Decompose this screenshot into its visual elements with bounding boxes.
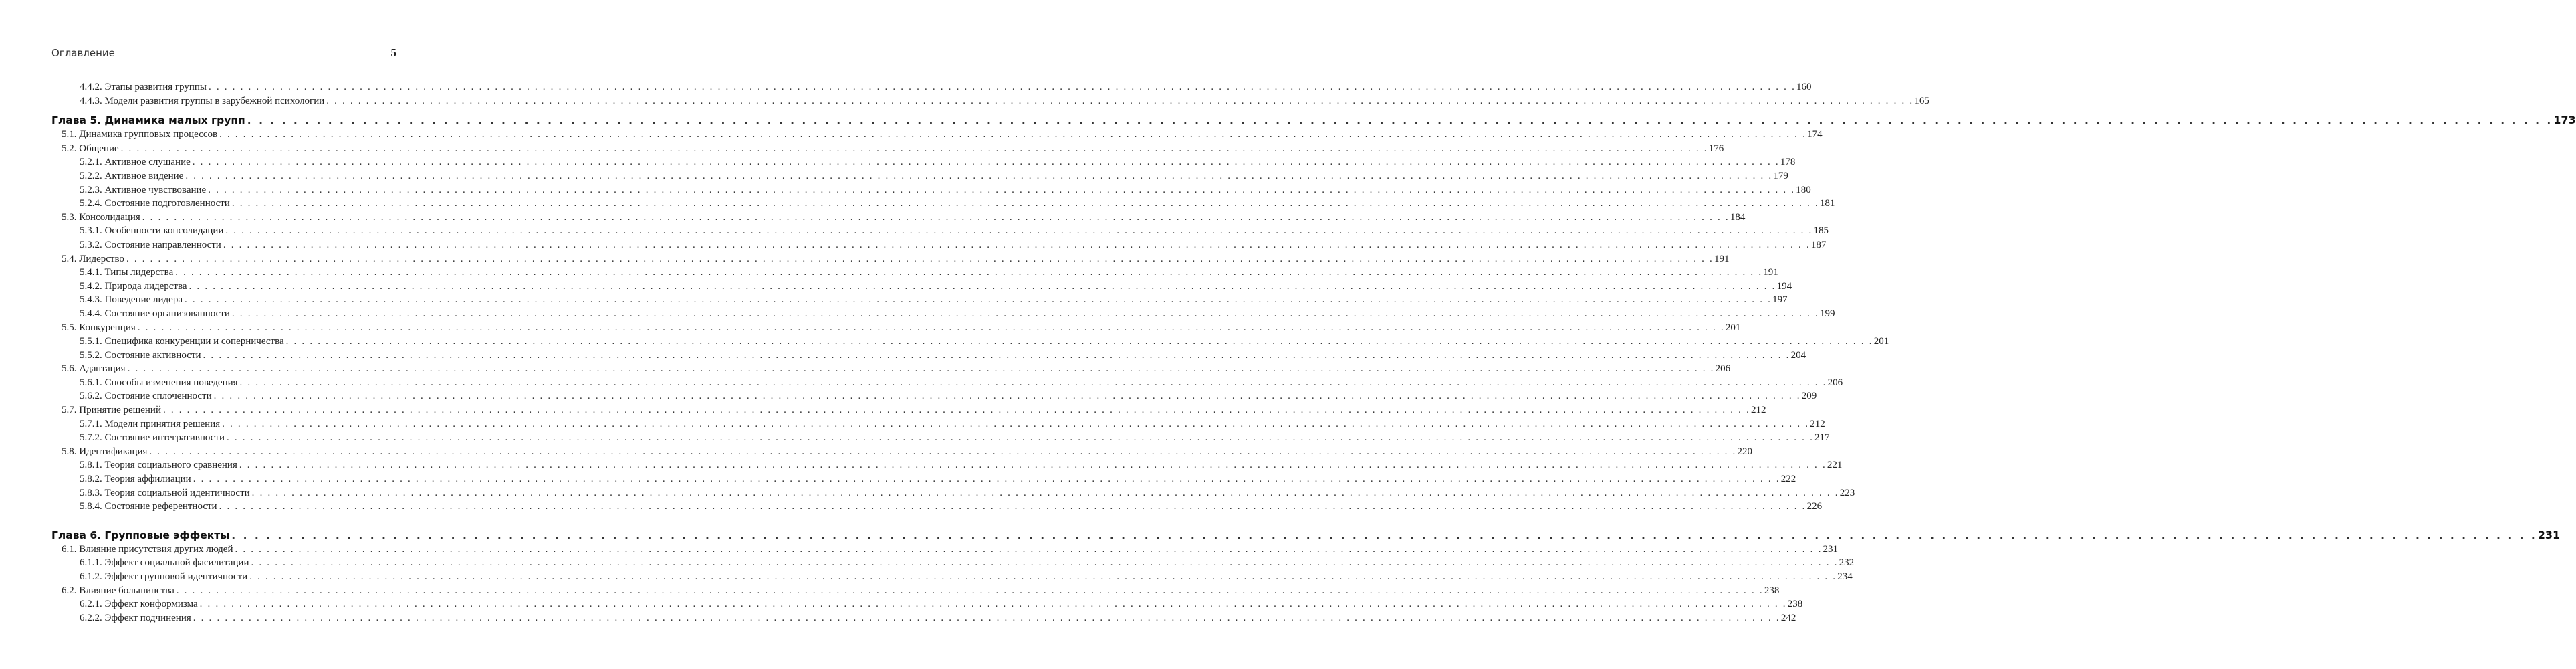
dot-leader: . . . . . . . . . . . . . . . . . . . . . . . . . . . . . . . . . . . . . . . . . . . . . . . . . . . . . . . . . . . . . . . . . . . . . . . . . . . . . . . . . . . . . . . . . . . . . . . . . . . . . . . . . . . . . . . . . . . . . . . . . . . . . . . . . . . . . . . . . . . . . . . . . . . . . . . . . . . . . . . . . . . . . . . . . . . . . . . . . . . . . . . . . . . . . . . . . . . . . . . . xyxy=(219,129,1807,140)
entry-title: 5.6. Адаптация xyxy=(62,363,126,375)
dot-leader: . . . . . . . . . . . . . . . . . . . . . . . . . . . . . . . . . . . . . . . . . . . . . . . . . . . . . . . . . . . . . . . . . . . . . . . . . . . . . . . . . . . . . . . . . . . . . . . . . . . . . . . . . . . . . . . . . . . . . . . . . . . . . . . . . . . . . . . . . . . . . . . . . . . . . . . . . . . . . . . . . . . . . . . . . . . . . . . . . . . . . . . . . . . . . . . . . . . . . . . . xyxy=(235,543,1823,555)
entry-title: 6.1. Влияние присутствия других людей xyxy=(62,543,233,555)
entry-page-number: 191 xyxy=(1714,253,1730,264)
entry-page-number: 174 xyxy=(1807,129,1823,140)
entry-page-number: 222 xyxy=(1780,474,1796,485)
dot-leader: . . . . . . . . . . . . . . . . . . . . . . . . . . . . . . . . . . . . . . . . . . . . . . . . . . . . . . . . . . . . . . . . . . . . . . . . . . . . . . . . . . . . . . . . . . . . . . . . . . . . . . . . . . . . . . . . . . . . . . . . . . . . . . . . . . . . . . . . . . . . . . . . . . . . . . . . . . . . . . . . . . . . . . . . . . . . . . . . . . . . . . . . . . . . . . . . . . . . . . . . xyxy=(222,418,1810,429)
dot-leader: . . . . . . . . . . . . . . . . . . . . . . . . . . . . . . . . . . . . . . . . . . . . . . . . . . . . . . . . . . . . . . . . . . . . . . . . . . . . . . . . . . . . . . . . . . . . . . . . . . . . . . . . . . . . . . . . . . . . . . . . . . . . . . . . . . . . . . . . . . . . . . . . . . . . . . . . . . . . . . . . . . . . . . . . . . . . . . . . . . . . . . . . . . . . . . . . . . . . . . . . xyxy=(175,267,1763,278)
entry-page-number: 180 xyxy=(1796,184,1811,195)
entry-title: 5.1. Динамика групповых процессов xyxy=(62,129,218,140)
dot-leader: . . . . . . . . . . . . . . . . . . . . . . . . . . . . . . . . . . . . . . . . . . . . . . . . . . . . . . . . . . . . . . . . . . . . . . . . . . . . . . . . . . . . . . . . . . . . . . . . . . . . . . . . . . . . . . . . . . . . . . . . . . . . . . . . . . . . . . . . . . . . . . . . . . . . . . . . . . . . . . . . . . . . . . . . . . . . . . . . . . . . . . . . . . . . . . . . . . . . . . . . xyxy=(231,308,1819,319)
toc-entry[interactable] xyxy=(51,155,1796,169)
toc-entry[interactable] xyxy=(51,349,1806,363)
toc-entry[interactable] xyxy=(51,403,1766,417)
entry-title: 5.4.4. Состояние организованности xyxy=(80,308,230,319)
toc-entry[interactable] xyxy=(51,321,1741,335)
toc-entry[interactable] xyxy=(51,556,1855,570)
dot-leader: . . . . . . . . . . . . . . . . . . . . . . . . . . . . . . . . . . . . . . . . . . . . . . . . . . . . . . . . . . . . . . . . . . . . . . . . . . . . . . . . . . . . . . . . . . . . . . . . . . . . . . . . . . . . . . . . . . . . . . . . . . . . . . . . . . . . . . . . . . . . . . . . . . . . . . . . . . . . . . . . . . . . . . . . . . . . . . . . . . . . . . . . . . . . . . . . . . . . . . . . xyxy=(193,474,1780,485)
dot-leader: . . . . . . . . . . . . . . . . . . . . . . . . . . . . . . . . . . . . . . . . . . . . . . . . . . . . . . . . . . . . . . . . . . . . . . . . . . . . . . . . . . . . . . . . . . . . . . . . . . . . . . . . . . . . . . . . . . . . . . . . . . . . . . . . . . . . . . . . . . . . . . . . . . . . . . . . . . . . . . . . . . . . . . . . . . . . . . . . . . . . . . . . . . . . . . . . . . . . . . . . xyxy=(208,184,1796,195)
entry-page-number: 184 xyxy=(1730,211,1746,223)
toc-entry[interactable] xyxy=(51,197,1835,211)
toc-entry[interactable] xyxy=(51,458,1843,472)
toc-entry[interactable] xyxy=(51,597,1803,611)
toc-entry[interactable] xyxy=(51,362,1731,376)
dot-leader: . . . . . . . . . . . . . . . . . . . . . . . . . . . . . . . . . . . . . . . . . . . . . . . . . . . . . . . . . . . . . . . . . . . . . . . . . . . . . . . . . . . . . . . . . . . . . . . . . . . . . . . . . . . . . . . . . . . . . . . . . . . . . . . . . . . . . . . . . . . . . . . . . . . . . . . . . . . . . . . . . . . . . . . . . . . . . . . . . . . . . . . . . . . . . . . . . . . . . . . . xyxy=(149,446,1737,457)
dot-leader: . . . . . . . . . . . . . . . . . . . . . . . . . . . . . . . . . . . . . . . . . . . . . . . . . . . . . . . . . . . . . . . . . . . . . . . . . . . . . . . . . . . . . . . . . . . . . . . . . . . . . . . . . . . . . . . . . . . . . . . . . . . . . . . . . . . . . . . . . . . . . . . . . . . . . . . . . . . . . . . . . . . . . . . . . . . . . . . . . . . . . . . . . . . . . . . . . . . . . . . . xyxy=(219,501,1806,512)
entry-page-number: 226 xyxy=(1806,501,1823,512)
dot-leader: . . . . . . . . . . . . . . . . . . . . . . . . . . . . . . . . . . . . . . . . . . . . . . . . . . . . . . . . . . . . . . . . . . . . . . . . . . . . . . . . . . . . . . . . . . . . . . . . . . . . . . . . . . . . . . . . . . . . . . . . . . . . . . . . . . . . . . . . . . . . . . . . . . . . . . . . . . . . . . . . . . . . . . . . . . . . . . . . . . . . . . . . . . . . . . . . . . . . . . . . xyxy=(231,529,2537,541)
entry-title: 5.4. Лидерство xyxy=(62,253,124,264)
toc-entry[interactable] xyxy=(51,307,1835,321)
entry-page-number: 206 xyxy=(1827,377,1843,388)
entry-title: 5.8.3. Теория социальной идентичности xyxy=(80,487,250,498)
entry-title: Глава 5. Динамика малых групп xyxy=(51,114,245,127)
entry-page-number: 173 xyxy=(2553,114,2576,127)
toc-entry[interactable] xyxy=(51,472,1796,486)
toc-entry[interactable] xyxy=(51,128,1823,142)
entry-page-number: 160 xyxy=(1796,82,1812,92)
entry-page-number: 242 xyxy=(1780,612,1796,624)
dot-leader: . . . . . . . . . . . . . . . . . . . . . . . . . . . . . . . . . . . . . . . . . . . . . . . . . . . . . . . . . . . . . . . . . . . . . . . . . . . . . . . . . . . . . . . . . . . . . . . . . . . . . . . . . . . . . . . . . . . . . . . . . . . . . . . . . . . . . . . . . . . . . . . . . . . . . . . . . . . . . . . . . . . . . . . . . . . . . . . . . . . . . . . . . . . . . . . . . . . . . . . . xyxy=(285,336,1873,347)
entry-page-number: 217 xyxy=(1814,432,1830,444)
entry-page-number: 187 xyxy=(1810,239,1827,250)
toc-chapter-entry[interactable] xyxy=(51,528,2561,543)
entry-title: 5.8. Идентификация xyxy=(62,446,148,457)
entry-page-number: 220 xyxy=(1737,446,1752,457)
entry-page-number: 238 xyxy=(1787,599,1803,610)
toc-entry[interactable] xyxy=(51,94,1929,108)
toc-entry[interactable] xyxy=(51,293,1788,307)
entry-title: 5.7.2. Состояние интегративности xyxy=(80,432,225,444)
entry-title: 5.3.1. Особенности консолидации xyxy=(80,225,224,237)
dot-leader: . . . . . . . . . . . . . . . . . . . . . . . . . . . . . . . . . . . . . . . . . . . . . . . . . . . . . . . . . . . . . . . . . . . . . . . . . . . . . . . . . . . . . . . . . . . . . . . . . . . . . . . . . . . . . . . . . . . . . . . . . . . . . . . . . . . . . . . . . . . . . . . . . . . . . . . . . . . . . . . . . . . . . . . . . . . . . . . . . . . . . . . . . . . . . . . . . . . . . . . . xyxy=(176,585,1764,596)
entry-title: 5.5. Конкуренция xyxy=(62,322,136,333)
dot-leader: . . . . . . . . . . . . . . . . . . . . . . . . . . . . . . . . . . . . . . . . . . . . . . . . . . . . . . . . . . . . . . . . . . . . . . . . . . . . . . . . . . . . . . . . . . . . . . . . . . . . . . . . . . . . . . . . . . . . . . . . . . . . . . . . . . . . . . . . . . . . . . . . . . . . . . . . . . . . . . . . . . . . . . . . . . . . . . . . . . . . . . . . . . . . . . . . . . . . . . . . xyxy=(247,114,2553,127)
entry-title: 5.3.2. Состояние направленности xyxy=(80,239,221,250)
entry-page-number: 238 xyxy=(1764,585,1780,596)
toc-entry[interactable] xyxy=(51,142,1724,156)
entry-title: 5.6.1. Способы изменения поведения xyxy=(80,377,238,388)
dot-leader: . . . . . . . . . . . . . . . . . . . . . . . . . . . . . . . . . . . . . . . . . . . . . . . . . . . . . . . . . . . . . . . . . . . . . . . . . . . . . . . . . . . . . . . . . . . . . . . . . . . . . . . . . . . . . . . . . . . . . . . . . . . . . . . . . . . . . . . . . . . . . . . . . . . . . . . . . . . . . . . . . . . . . . . . . . . . . . . . . . . . . . . . . . . . . . . . . . . . . . . . xyxy=(142,211,1730,223)
entry-title: 6.2.2. Эффект подчинения xyxy=(80,612,191,624)
toc-entry[interactable] xyxy=(51,80,1812,94)
toc-entry[interactable] xyxy=(51,280,1792,294)
entry-title: 5.5.2. Состояние активности xyxy=(80,349,201,361)
toc-entry[interactable] xyxy=(51,445,1752,459)
entry-title: 6.2. Влияние большинства xyxy=(62,585,174,596)
dot-leader: . . . . . . . . . . . . . . . . . . . . . . . . . . . . . . . . . . . . . . . . . . . . . . . . . . . . . . . . . . . . . . . . . . . . . . . . . . . . . . . . . . . . . . . . . . . . . . . . . . . . . . . . . . . . . . . . . . . . . . . . . . . . . . . . . . . . . . . . . . . . . . . . . . . . . . . . . . . . . . . . . . . . . . . . . . . . . . . . . . . . . . . . . . . . . . . . . . . . . . . . xyxy=(203,349,1790,361)
entry-page-number: 232 xyxy=(1839,557,1855,569)
entry-title: Глава 6. Групповые эффекты xyxy=(51,529,230,541)
dot-leader: . . . . . . . . . . . . . . . . . . . . . . . . . . . . . . . . . . . . . . . . . . . . . . . . . . . . . . . . . . . . . . . . . . . . . . . . . . . . . . . . . . . . . . . . . . . . . . . . . . . . . . . . . . . . . . . . . . . . . . . . . . . . . . . . . . . . . . . . . . . . . . . . . . . . . . . . . . . . . . . . . . . . . . . . . . . . . . . . . . . . . . . . . . . . . . . . . . . . . . . . xyxy=(251,487,1839,498)
entry-page-number: 179 xyxy=(1773,170,1788,181)
dot-leader: . . . . . . . . . . . . . . . . . . . . . . . . . . . . . . . . . . . . . . . . . . . . . . . . . . . . . . . . . . . . . . . . . . . . . . . . . . . . . . . . . . . . . . . . . . . . . . . . . . . . . . . . . . . . . . . . . . . . . . . . . . . . . . . . . . . . . . . . . . . . . . . . . . . . . . . . . . . . . . . . . . . . . . . . . . . . . . . . . . . . . . . . . . . . . . . . . . . . . . . . xyxy=(120,142,1708,154)
toc-entry[interactable] xyxy=(51,169,1788,183)
toc-entry[interactable] xyxy=(51,543,1839,557)
dot-leader: . . . . . . . . . . . . . . . . . . . . . . . . . . . . . . . . . . . . . . . . . . . . . . . . . . . . . . . . . . . . . . . . . . . . . . . . . . . . . . . . . . . . . . . . . . . . . . . . . . . . . . . . . . . . . . . . . . . . . . . . . . . . . . . . . . . . . . . . . . . . . . . . . . . . . . . . . . . . . . . . . . . . . . . . . . . . . . . . . . . . . . . . . . . . . . . . . . . . . . . . xyxy=(231,198,1819,209)
dot-leader: . . . . . . . . . . . . . . . . . . . . . . . . . . . . . . . . . . . . . . . . . . . . . . . . . . . . . . . . . . . . . . . . . . . . . . . . . . . . . . . . . . . . . . . . . . . . . . . . . . . . . . . . . . . . . . . . . . . . . . . . . . . . . . . . . . . . . . . . . . . . . . . . . . . . . . . . . . . . . . . . . . . . . . . . . . . . . . . . . . . . . . . . . . . . . . . . . . . . . . . . xyxy=(225,225,1813,237)
dot-leader: . . . . . . . . . . . . . . . . . . . . . . . . . . . . . . . . . . . . . . . . . . . . . . . . . . . . . . . . . . . . . . . . . . . . . . . . . . . . . . . . . . . . . . . . . . . . . . . . . . . . . . . . . . . . . . . . . . . . . . . . . . . . . . . . . . . . . . . . . . . . . . . . . . . . . . . . . . . . . . . . . . . . . . . . . . . . . . . . . . . . . . . . . . . . . . . . . . . . . . . . xyxy=(162,405,1751,416)
entry-title: 5.2.1. Активное слушание xyxy=(80,157,191,168)
entry-title: 5.7. Принятие решений xyxy=(62,405,161,416)
toc-entry[interactable] xyxy=(51,486,1855,500)
dot-leader: . . . . . . . . . . . . . . . . . . . . . . . . . . . . . . . . . . . . . . . . . . . . . . . . . . . . . . . . . . . . . . . . . . . . . . . . . . . . . . . . . . . . . . . . . . . . . . . . . . . . . . . . . . . . . . . . . . . . . . . . . . . . . . . . . . . . . . . . . . . . . . . . . . . . . . . . . . . . . . . . . . . . . . . . . . . . . . . . . . . . . . . . . . . . . . . . . . . . . . . . xyxy=(137,322,1725,333)
entry-page-number: 194 xyxy=(1776,280,1792,292)
dot-leader: . . . . . . . . . . . . . . . . . . . . . . . . . . . . . . . . . . . . . . . . . . . . . . . . . . . . . . . . . . . . . . . . . . . . . . . . . . . . . . . . . . . . . . . . . . . . . . . . . . . . . . . . . . . . . . . . . . . . . . . . . . . . . . . . . . . . . . . . . . . . . . . . . . . . . . . . . . . . . . . . . . . . . . . . . . . . . . . . . . . . . . . . . . . . . . . . . . . . . . . . xyxy=(193,612,1780,624)
entry-title: 5.2.2. Активное видение xyxy=(80,170,184,181)
toc-entry[interactable] xyxy=(51,238,1827,252)
entry-title: 4.4.3. Модели развития группы в зарубежной психологии xyxy=(80,95,325,106)
entry-title: 5.3. Консолидация xyxy=(62,211,140,223)
dot-leader: . . . . . . . . . . . . . . . . . . . . . . . . . . . . . . . . . . . . . . . . . . . . . . . . . . . . . . . . . . . . . . . . . . . . . . . . . . . . . . . . . . . . . . . . . . . . . . . . . . . . . . . . . . . . . . . . . . . . . . . . . . . . . . . . . . . . . . . . . . . . . . . . . . . . . . . . . . . . . . . . . . . . . . . . . . . . . . . . . . . . . . . . . . . . . . . . . . . . . . . . xyxy=(192,157,1780,168)
entry-title: 5.2.3. Активное чувствование xyxy=(80,184,207,195)
dot-leader: . . . . . . . . . . . . . . . . . . . . . . . . . . . . . . . . . . . . . . . . . . . . . . . . . . . . . . . . . . . . . . . . . . . . . . . . . . . . . . . . . . . . . . . . . . . . . . . . . . . . . . . . . . . . . . . . . . . . . . . . . . . . . . . . . . . . . . . . . . . . . . . . . . . . . . . . . . . . . . . . . . . . . . . . . . . . . . . . . . . . . . . . . . . . . . . . . . . . . . . . xyxy=(326,95,1914,106)
entry-page-number: 185 xyxy=(1813,225,1829,237)
entry-title: 5.2. Общение xyxy=(62,142,119,154)
dot-leader: . . . . . . . . . . . . . . . . . . . . . . . . . . . . . . . . . . . . . . . . . . . . . . . . . . . . . . . . . . . . . . . . . . . . . . . . . . . . . . . . . . . . . . . . . . . . . . . . . . . . . . . . . . . . . . . . . . . . . . . . . . . . . . . . . . . . . . . . . . . . . . . . . . . . . . . . . . . . . . . . . . . . . . . . . . . . . . . . . . . . . . . . . . . . . . . . . . . . . . . . xyxy=(226,432,1814,444)
toc-entry[interactable] xyxy=(51,500,1823,514)
toc-entry[interactable] xyxy=(51,611,1796,626)
entry-title: 5.8.2. Теория аффилиации xyxy=(80,474,191,485)
dot-leader: . . . . . . . . . . . . . . . . . . . . . . . . . . . . . . . . . . . . . . . . . . . . . . . . . . . . . . . . . . . . . . . . . . . . . . . . . . . . . . . . . . . . . . . . . . . . . . . . . . . . . . . . . . . . . . . . . . . . . . . . . . . . . . . . . . . . . . . . . . . . . . . . . . . . . . . . . . . . . . . . . . . . . . . . . . . . . . . . . . . . . . . . . . . . . . . . . . . . . . . . xyxy=(251,557,1839,569)
entry-title: 5.8.1. Теория социального сравнения xyxy=(80,460,237,471)
entry-title: 5.4.2. Природа лидерства xyxy=(80,280,187,292)
entry-page-number: 204 xyxy=(1790,349,1806,361)
entry-title: 6.1.1. Эффект социальной фасилитации xyxy=(80,557,249,569)
entry-page-number: 176 xyxy=(1708,142,1724,154)
entry-page-number: 178 xyxy=(1780,157,1796,168)
toc-entry[interactable] xyxy=(51,570,1853,584)
toc-entry[interactable] xyxy=(51,266,1778,280)
toc-entry[interactable] xyxy=(51,224,1829,238)
toc-entry[interactable] xyxy=(51,584,1780,598)
entry-page-number: 221 xyxy=(1827,460,1843,471)
dot-leader: . . . . . . . . . . . . . . . . . . . . . . . . . . . . . . . . . . . . . . . . . . . . . . . . . . . . . . . . . . . . . . . . . . . . . . . . . . . . . . . . . . . . . . . . . . . . . . . . . . . . . . . . . . . . . . . . . . . . . . . . . . . . . . . . . . . . . . . . . . . . . . . . . . . . . . . . . . . . . . . . . . . . . . . . . . . . . . . . . . . . . . . . . . . . . . . . . . . . . . . . xyxy=(249,571,1837,582)
dot-leader: . . . . . . . . . . . . . . . . . . . . . . . . . . . . . . . . . . . . . . . . . . . . . . . . . . . . . . . . . . . . . . . . . . . . . . . . . . . . . . . . . . . . . . . . . . . . . . . . . . . . . . . . . . . . . . . . . . . . . . . . . . . . . . . . . . . . . . . . . . . . . . . . . . . . . . . . . . . . . . . . . . . . . . . . . . . . . . . . . . . . . . . . . . . . . . . . . . . . . . . . xyxy=(126,253,1714,264)
toc-entry[interactable] xyxy=(51,211,1746,225)
entry-page-number: 165 xyxy=(1914,95,1929,106)
toc-entry[interactable] xyxy=(51,252,1730,266)
entry-title: 5.4.3. Поведение лидера xyxy=(80,294,183,306)
entry-title: 6.1.2. Эффект групповой идентичности xyxy=(80,571,248,582)
entry-title: 5.7.1. Модели принятия решения xyxy=(80,418,221,429)
entry-page-number: 209 xyxy=(1801,391,1817,402)
dot-leader: . . . . . . . . . . . . . . . . . . . . . . . . . . . . . . . . . . . . . . . . . . . . . . . . . . . . . . . . . . . . . . . . . . . . . . . . . . . . . . . . . . . . . . . . . . . . . . . . . . . . . . . . . . . . . . . . . . . . . . . . . . . . . . . . . . . . . . . . . . . . . . . . . . . . . . . . . . . . . . . . . . . . . . . . . . . . . . . . . . . . . . . . . . . . . . . . . . . . . . . . xyxy=(189,280,1776,292)
toc-entry[interactable] xyxy=(51,376,1843,390)
table-of-contents xyxy=(51,80,2576,625)
dot-leader: . . . . . . . . . . . . . . . . . . . . . . . . . . . . . . . . . . . . . . . . . . . . . . . . . . . . . . . . . . . . . . . . . . . . . . . . . . . . . . . . . . . . . . . . . . . . . . . . . . . . . . . . . . . . . . . . . . . . . . . . . . . . . . . . . . . . . . . . . . . . . . . . . . . . . . . . . . . . . . . . . . . . . . . . . . . . . . . . . . . . . . . . . . . . . . . . . . . . . . . . xyxy=(185,294,1772,306)
entry-page-number: 191 xyxy=(1763,267,1778,278)
toc-entry[interactable] xyxy=(51,431,1830,445)
entry-page-number: 231 xyxy=(2537,528,2561,541)
entry-title: 4.4.2. Этапы развития группы xyxy=(80,82,207,92)
dot-leader: . . . . . . . . . . . . . . . . . . . . . . . . . . . . . . . . . . . . . . . . . . . . . . . . . . . . . . . . . . . . . . . . . . . . . . . . . . . . . . . . . . . . . . . . . . . . . . . . . . . . . . . . . . . . . . . . . . . . . . . . . . . . . . . . . . . . . . . . . . . . . . . . . . . . . . . . . . . . . . . . . . . . . . . . . . . . . . . . . . . . . . . . . . . . . . . . . . . . . . . . xyxy=(239,377,1827,388)
dot-leader: . . . . . . . . . . . . . . . . . . . . . . . . . . . . . . . . . . . . . . . . . . . . . . . . . . . . . . . . . . . . . . . . . . . . . . . . . . . . . . . . . . . . . . . . . . . . . . . . . . . . . . . . . . . . . . . . . . . . . . . . . . . . . . . . . . . . . . . . . . . . . . . . . . . . . . . . . . . . . . . . . . . . . . . . . . . . . . . . . . . . . . . . . . . . . . . . . . . . . . . . xyxy=(223,239,1810,250)
entry-title: 5.4.1. Типы лидерства xyxy=(80,267,174,278)
entry-title: 5.2.4. Состояние подготовленности xyxy=(80,198,230,209)
toc-entry[interactable] xyxy=(51,389,1817,403)
dot-leader: . . . . . . . . . . . . . . . . . . . . . . . . . . . . . . . . . . . . . . . . . . . . . . . . . . . . . . . . . . . . . . . . . . . . . . . . . . . . . . . . . . . . . . . . . . . . . . . . . . . . . . . . . . . . . . . . . . . . . . . . . . . . . . . . . . . . . . . . . . . . . . . . . . . . . . . . . . . . . . . . . . . . . . . . . . . . . . . . . . . . . . . . . . . . . . . . . . . . . . . . xyxy=(208,82,1796,92)
entry-page-number: 223 xyxy=(1839,487,1855,498)
dot-leader: . . . . . . . . . . . . . . . . . . . . . . . . . . . . . . . . . . . . . . . . . . . . . . . . . . . . . . . . . . . . . . . . . . . . . . . . . . . . . . . . . . . . . . . . . . . . . . . . . . . . . . . . . . . . . . . . . . . . . . . . . . . . . . . . . . . . . . . . . . . . . . . . . . . . . . . . . . . . . . . . . . . . . . . . . . . . . . . . . . . . . . . . . . . . . . . . . . . . . . . . xyxy=(213,391,1801,402)
entry-title: 5.5.1. Специфика конкуренции и соперничества xyxy=(80,336,284,347)
entry-page-number: 199 xyxy=(1819,308,1835,319)
entry-page-number: 201 xyxy=(1873,336,1889,347)
header-title: Оглавление xyxy=(51,47,115,59)
entry-page-number: 201 xyxy=(1725,322,1741,333)
entry-page-number: 181 xyxy=(1819,198,1835,209)
dot-leader: . . . . . . . . . . . . . . . . . . . . . . . . . . . . . . . . . . . . . . . . . . . . . . . . . . . . . . . . . . . . . . . . . . . . . . . . . . . . . . . . . . . . . . . . . . . . . . . . . . . . . . . . . . . . . . . . . . . . . . . . . . . . . . . . . . . . . . . . . . . . . . . . . . . . . . . . . . . . . . . . . . . . . . . . . . . . . . . . . . . . . . . . . . . . . . . . . . . . . . . . xyxy=(239,460,1827,471)
dot-leader: . . . . . . . . . . . . . . . . . . . . . . . . . . . . . . . . . . . . . . . . . . . . . . . . . . . . . . . . . . . . . . . . . . . . . . . . . . . . . . . . . . . . . . . . . . . . . . . . . . . . . . . . . . . . . . . . . . . . . . . . . . . . . . . . . . . . . . . . . . . . . . . . . . . . . . . . . . . . . . . . . . . . . . . . . . . . . . . . . . . . . . . . . . . . . . . . . . . . . . . . xyxy=(199,599,1787,610)
toc-entry[interactable] xyxy=(51,417,1825,432)
page-number: 5 xyxy=(390,46,396,59)
entry-page-number: 197 xyxy=(1772,294,1788,306)
dot-leader: . . . . . . . . . . . . . . . . . . . . . . . . . . . . . . . . . . . . . . . . . . . . . . . . . . . . . . . . . . . . . . . . . . . . . . . . . . . . . . . . . . . . . . . . . . . . . . . . . . . . . . . . . . . . . . . . . . . . . . . . . . . . . . . . . . . . . . . . . . . . . . . . . . . . . . . . . . . . . . . . . . . . . . . . . . . . . . . . . . . . . . . . . . . . . . . . . . . . . . . . xyxy=(185,170,1773,181)
entry-title: 5.8.4. Состояние референтности xyxy=(80,501,217,512)
entry-title: 6.2.1. Эффект конформизма xyxy=(80,599,198,610)
entry-page-number: 234 xyxy=(1837,571,1853,582)
dot-leader: . . . . . . . . . . . . . . . . . . . . . . . . . . . . . . . . . . . . . . . . . . . . . . . . . . . . . . . . . . . . . . . . . . . . . . . . . . . . . . . . . . . . . . . . . . . . . . . . . . . . . . . . . . . . . . . . . . . . . . . . . . . . . . . . . . . . . . . . . . . . . . . . . . . . . . . . . . . . . . . . . . . . . . . . . . . . . . . . . . . . . . . . . . . . . . . . . . . . . . . . xyxy=(127,363,1715,375)
toc-entry[interactable] xyxy=(51,334,1889,349)
entry-page-number: 212 xyxy=(1810,418,1825,429)
entry-page-number: 206 xyxy=(1715,363,1731,375)
running-header xyxy=(51,47,396,62)
toc-chapter-entry[interactable] xyxy=(51,113,2576,128)
entry-page-number: 212 xyxy=(1751,405,1766,416)
toc-entry[interactable] xyxy=(51,183,1811,197)
entry-page-number: 231 xyxy=(1823,543,1839,555)
entry-title: 5.6.2. Состояние сплоченности xyxy=(80,391,212,402)
